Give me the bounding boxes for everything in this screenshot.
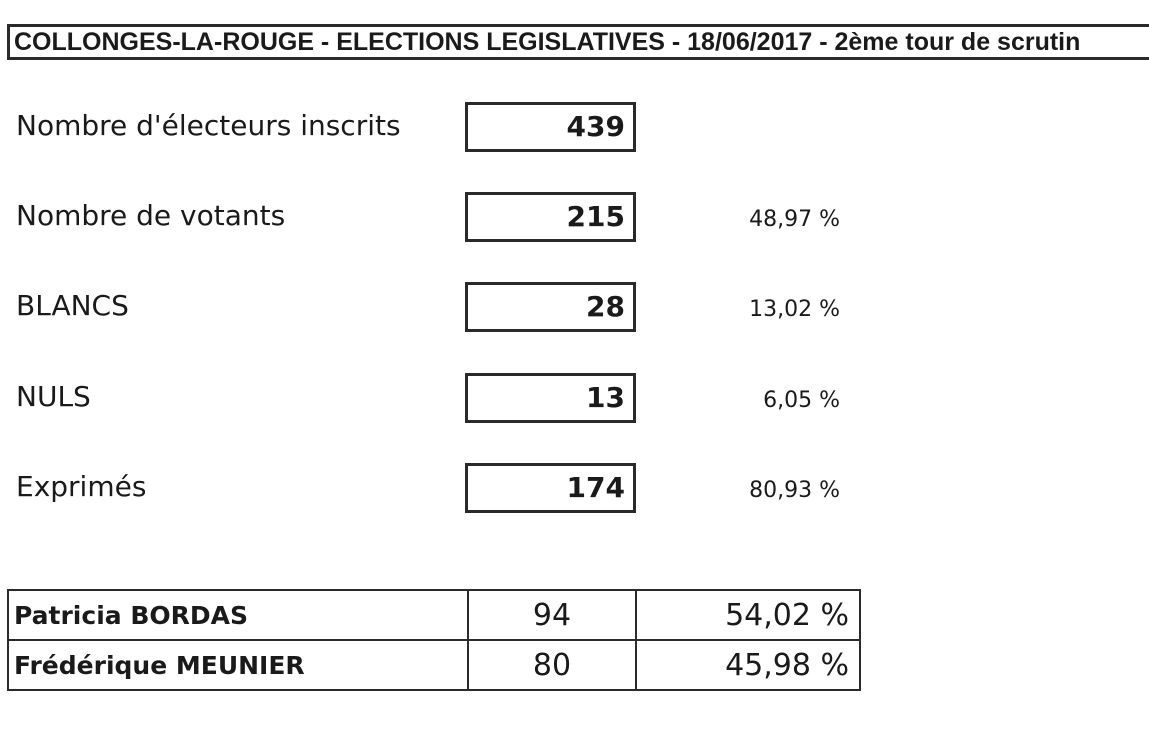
stat-label-votants: Nombre de votants: [16, 199, 286, 232]
candidate-votes: 80: [468, 640, 636, 690]
candidate-percent: 45,98 %: [636, 640, 860, 690]
stat-percent-nuls: 6,05 %: [763, 388, 840, 413]
stat-label-exprimes: Exprimés: [16, 470, 147, 503]
stat-label-inscrits: Nombre d'électeurs inscrits: [16, 109, 401, 142]
table-row: [8, 640, 860, 690]
stat-label-blancs: BLANCS: [16, 289, 129, 322]
stat-value-nuls: 13: [465, 373, 636, 423]
candidate-name: Frédérique MEUNIER: [8, 640, 468, 690]
stat-percent-exprimes: 80,93 %: [749, 478, 840, 503]
page-title: COLLONGES-LA-ROUGE - ELECTIONS LEGISLATIVES - 18/06/2017 - 2ème tour de scrutin: [7, 24, 1149, 60]
stat-percent-blancs: 13,02 %: [749, 297, 840, 322]
candidate-percent: 54,02 %: [636, 590, 860, 640]
candidate-votes: 94: [468, 590, 636, 640]
stat-value-blancs: 28: [465, 282, 636, 332]
table-row: [8, 590, 860, 640]
stat-value-votants: 215: [465, 192, 636, 242]
stat-percent-votants: 48,97 %: [749, 207, 840, 232]
stat-value-exprimes: 174: [465, 463, 636, 513]
stat-value-inscrits: 439: [465, 102, 636, 152]
candidate-name: Patricia BORDAS: [8, 590, 468, 640]
results-table: [7, 589, 861, 691]
stat-label-nuls: NULS: [16, 380, 91, 413]
